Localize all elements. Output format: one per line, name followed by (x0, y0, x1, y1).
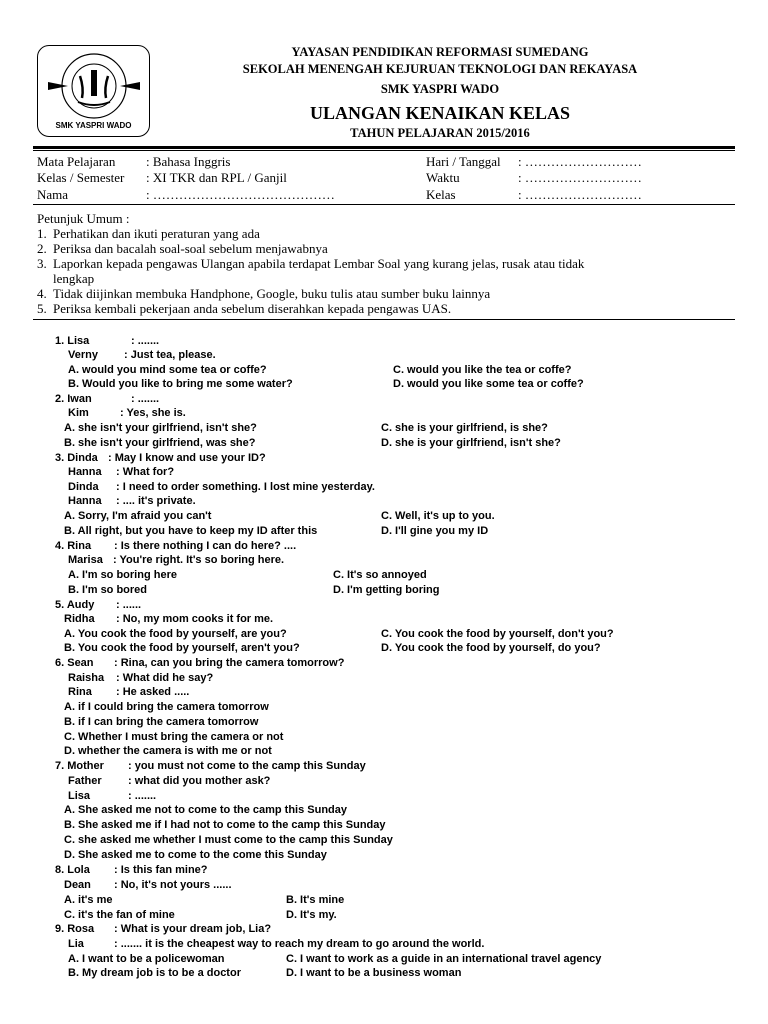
speaker: Dean (64, 879, 91, 891)
time-label: Waktu (426, 170, 460, 185)
option-b[interactable]: B. I'm so bored (68, 584, 148, 596)
option-d[interactable]: D. she is your girlfriend, isn't she? (381, 437, 561, 449)
class-field[interactable]: : ……………………… (518, 187, 642, 202)
class-label: Kelas (426, 187, 456, 202)
dialogue-line: : Just tea, please. (124, 349, 216, 361)
dialogue-line: : I need to order something. I lost mine yesterday. (116, 481, 375, 493)
option-c[interactable]: C. Well, it's up to you. (381, 510, 495, 522)
dialogue-line: : you must not come to the camp this Sunday (128, 760, 366, 772)
instructions-title: Petunjuk Umum : (37, 211, 130, 226)
question-number: 8. Lola (55, 864, 90, 876)
header-divider-thin (33, 150, 735, 151)
dialogue-line: : No, it's not yours ...... (114, 879, 232, 891)
dialogue-line: : Is there nothing I can do here? .... (114, 540, 297, 552)
dialogue-line: : What is your dream job, Lia? (114, 923, 272, 935)
option-c[interactable]: C. would you like the tea or coffe? (393, 364, 572, 376)
speaker: Verny (68, 349, 98, 361)
option-a[interactable]: A. You cook the food by yourself, are you? (64, 628, 287, 640)
speaker: Raisha (68, 672, 105, 684)
dialogue-line: : May I know and use your ID? (108, 452, 266, 464)
dialogue-line: : ....... (131, 393, 160, 405)
option-c[interactable]: C. Whether I must bring the camera or not (64, 731, 284, 743)
option-d[interactable]: D. It's my. (286, 909, 337, 921)
question-number: 6. Sean (55, 657, 94, 669)
instruction-item: lengkap (53, 271, 95, 286)
dialogue-line: : Rina, can you bring the camera tomorrow? (114, 657, 345, 669)
option-b[interactable]: B. My dream job is to be a doctor (68, 967, 241, 979)
logo-school-name: SMK YASPRI WADO (55, 121, 132, 130)
dialogue-line: : No, my mom cooks it for me. (116, 613, 274, 625)
option-b[interactable]: B. if I can bring the camera tomorrow (64, 716, 259, 728)
exam-title: ULANGAN KENAIKAN KELAS (309, 103, 571, 123)
dialogue-line: : He asked ..... (116, 686, 190, 698)
option-d[interactable]: D. whether the camera is with me or not (64, 745, 272, 757)
class-semester-value: : XI TKR dan RPL / Ganjil (146, 170, 287, 185)
option-d[interactable]: D. I want to be a business woman (286, 967, 462, 979)
option-b[interactable]: B. You cook the food by yourself, aren't you? (64, 642, 300, 654)
school-year: TAHUN PELAJARAN 2015/2016 (350, 126, 530, 140)
instruction-item: 2. Periksa dan bacalah soal-soal sebelum menjawabnya (37, 241, 328, 256)
option-a[interactable]: A. would you mind some tea or coffe? (68, 364, 267, 376)
dialogue-line: : ....... it is the cheapest way to reach my dream to go around the world. (114, 938, 485, 950)
option-c[interactable]: C. she is your girlfriend, is she? (381, 422, 548, 434)
day-date-label: Hari / Tanggal (426, 154, 501, 169)
option-d[interactable]: D. She asked me to come to the come this Sunday (64, 849, 327, 861)
option-d[interactable]: D. would you like some tea or coffe? (393, 378, 584, 390)
option-c[interactable]: C. it's the fan of mine (64, 909, 175, 921)
dialogue-line: : Yes, she is. (120, 407, 186, 419)
option-b[interactable]: B. she isn't your girlfriend, was she? (64, 437, 256, 449)
name-label: Nama (37, 187, 69, 202)
option-c[interactable]: C. I want to work as a guide in an international travel agency (286, 953, 602, 965)
speaker: Rina (68, 686, 92, 698)
speaker: Hanna (68, 466, 102, 478)
school-short-name: SMK YASPRI WADO (380, 82, 500, 96)
dialogue-line: : You're right. It's so boring here. (113, 554, 285, 566)
speaker: Kim (68, 407, 89, 419)
option-c[interactable]: C. You cook the food by yourself, don't you? (381, 628, 614, 640)
option-c[interactable]: C. It's so annoyed (333, 569, 427, 581)
speaker: Hanna (68, 495, 102, 507)
option-b[interactable]: B. All right, but you have to keep my ID after this (64, 525, 318, 537)
question-number: 2. Iwan (55, 393, 92, 405)
option-a[interactable]: A. She asked me not to come to the camp this Sunday (64, 804, 348, 816)
question-number: 3. Dinda (55, 452, 98, 464)
name-field[interactable]: : …………………………………… (146, 187, 335, 202)
option-a[interactable]: A. Sorry, I'm afraid you can't (64, 510, 212, 522)
speaker: Lisa (68, 790, 91, 802)
speaker: Dinda (68, 481, 99, 493)
dialogue-line: : What did he say? (116, 672, 214, 684)
question-number: 7. Mother (55, 760, 104, 772)
option-c[interactable]: C. she asked me whether I must come to the camp this Sunday (64, 834, 393, 846)
school-logo (37, 45, 150, 137)
dialogue-line: : Is this fan mine? (114, 864, 208, 876)
class-semester-label: Kelas / Semester (37, 170, 125, 185)
speaker: Father (68, 775, 102, 787)
foundation-name: YAYASAN PENDIDIKAN REFORMASI SUMEDANG (291, 45, 589, 59)
instruction-item: 5. Periksa kembali pekerjaan anda sebelum diserahkan kepada pengawas UAS. (37, 301, 452, 316)
general-instructions (37, 211, 727, 316)
speaker: Lia (68, 938, 84, 950)
school-full-name: SEKOLAH MENENGAH KEJURUAN TEKNOLOGI DAN REKAYASA (242, 62, 638, 76)
option-d[interactable]: D. You cook the food by yourself, do you? (381, 642, 601, 654)
subject-value: : Bahasa Inggris (146, 154, 231, 169)
option-d[interactable]: D. I'm getting boring (333, 584, 440, 596)
option-a[interactable]: A. I want to be a policewoman (68, 953, 225, 965)
option-a[interactable]: A. if I could bring the camera tomorrow (64, 701, 269, 713)
dialogue-line: : ....... (131, 335, 160, 347)
question-number: 4. Rina (55, 540, 92, 552)
dialogue-line: : What for? (116, 466, 175, 478)
dialogue-line: : .... it's private. (116, 495, 196, 507)
option-a[interactable]: A. she isn't your girlfriend, isn't she? (64, 422, 257, 434)
speaker: Marisa (68, 554, 103, 566)
speaker: Ridha (64, 613, 95, 625)
option-b[interactable]: B. Would you like to bring me some water? (68, 378, 293, 390)
option-d[interactable]: D. I'll gine you my ID (381, 525, 489, 537)
instruction-item: 4. Tidak diijinkan membuka Handphone, Google, buku tulis atau sumber buku lainnya (37, 286, 491, 301)
option-a[interactable]: A. I'm so boring here (68, 569, 177, 581)
instruction-item: 3. Laporkan kepada pengawas Ulangan apabila terdapat Lembar Soal yang kurang jelas, rusak atau tidak (37, 256, 585, 271)
question-number: 5. Audy (55, 599, 95, 611)
dialogue-line: : what did you mother ask? (128, 775, 271, 787)
option-b[interactable]: B. She asked me if I had not to come to the camp this Sunday (64, 819, 386, 831)
header-divider (33, 146, 735, 149)
time-field[interactable]: : ……………………… (518, 170, 642, 185)
day-date-field[interactable]: : ……………………… (518, 154, 642, 169)
question-number: 1. Lisa (55, 335, 90, 347)
dialogue-line: : ...... (116, 599, 142, 611)
subject-label: Mata Pelajaran (37, 154, 116, 169)
question-number: 9. Rosa (55, 923, 95, 935)
dialogue-line: : ....... (128, 790, 157, 802)
instruction-item: 1. Perhatikan dan ikuti peraturan yang ada (37, 226, 260, 241)
option-a[interactable]: A. it's me (64, 894, 113, 906)
option-b[interactable]: B. It's mine (286, 894, 345, 906)
